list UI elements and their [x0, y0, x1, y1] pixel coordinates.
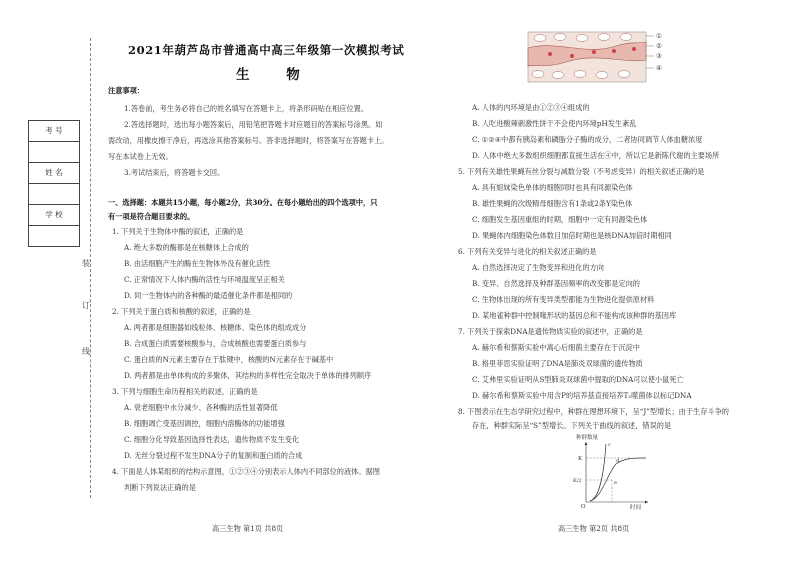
q3-stem: 3. 下列与细胞生命历程相关的叙述，正确的是	[112, 387, 258, 396]
student-info-box	[28, 120, 80, 247]
q1-option-a: A. 绝大多数的酶都是在核糖体上合成的	[124, 243, 249, 252]
note-3: 3.考试结束后，将答题卡交回。	[124, 168, 225, 177]
q6-option-b: B. 变异、自然选择及种群基因频率的改变都是定向的	[472, 279, 640, 288]
q3-option-c: C. 细胞分化导致基因选择性表达，遗传物质不发生变化	[124, 435, 300, 444]
note-2-end: 写在本试卷上无效。	[108, 152, 173, 161]
binding-char-3: 线	[82, 347, 90, 356]
q5-option-b: B. 雄性果蝇的次级精母细胞含有1条或2条Y染色体	[472, 199, 633, 208]
q6-option-c: C. 生物体出现的所有变异类型都能为生物进化提供原材料	[472, 295, 655, 304]
q4-stem-cont: 判断下列说法正确的是	[124, 483, 196, 492]
q2-stem: 2. 下列关于蛋白质和核酸的叙述，正确的是	[112, 307, 251, 316]
q4-option-b: B. 人吃进酸辣刺激性饼干不会使内环境pH发生紊乱	[472, 119, 637, 128]
q6-stem: 6. 下列有关变异与进化的相关叙述正确的是	[458, 247, 597, 256]
q5-option-d: D. 果蝇体内细胞染色体数目加倍时期也是核DNA加倍时期相同	[472, 231, 672, 240]
q8-stem-cont: 存在，种群实际呈“S”型增长。下列关于曲线的叙述，错误的是	[472, 421, 672, 430]
footer-left: 高三生物 第1页 共8页	[212, 524, 284, 533]
q2-option-b: B. 合成蛋白质需要核酸参与，合成核酸也需要蛋白质参与	[124, 339, 307, 348]
q3-option-a: A. 衰老细胞中水分减少、各种酶的活性显著降低	[124, 403, 278, 412]
figure8-point-e: e	[614, 480, 617, 486]
q3-option-b: B. 细胞凋亡受基因调控，细胞内溶酶体的功能增强	[124, 419, 285, 428]
q1-stem: 1. 下列关于生物体中酶的叙述，正确的是	[112, 227, 244, 236]
name-field[interactable]	[29, 184, 79, 205]
tissue-structure-diagram	[526, 30, 666, 84]
figure4-label-3: ③	[656, 52, 662, 60]
q1-option-d: D. 同一生物体内的各种酶的最适催化条件都是相同的	[124, 291, 293, 300]
binding-line	[90, 38, 91, 498]
figure8-ylabel: 种群数量	[576, 435, 599, 441]
q2-option-c: C. 蛋白质的N元素主要存在于肽键中，核酸的N元素存在于碱基中	[124, 355, 334, 364]
q1-option-c: C. 正常情况下人体内酶的活性与环境温度呈正相关	[124, 275, 285, 284]
note-2: 2.答选择题时，选出每小题答案后，用铅笔把答题卡对应题目的答案标号涂黑。如	[124, 120, 383, 129]
binding-char-1: 装	[82, 259, 90, 268]
section1-heading: 一、选择题：本题共15小题，每小题2分，共30分。在每小题给出的四个选项中，只	[108, 198, 378, 207]
note-2-cont: 需改动，用橡皮擦干净后，再选涂其他答案标号。答非选择题时，将答案写在答题卡上。	[108, 136, 389, 145]
figure8-point-c: c	[608, 442, 611, 448]
subject-title: 生 物	[236, 67, 316, 83]
exam-title: 2021年葫芦岛市普通高中高三年级第一次模拟考试	[128, 43, 405, 57]
q6-option-d: D. 某地雀种群中控制喙形状的基因总和不能构成该种群的基因库	[472, 311, 677, 320]
figure8-xlabel: 时间	[630, 505, 642, 510]
q4-option-c: C. ①②④中都有胰岛素和磷脂分子酶的成分，二者协同调节人体血糖浓度	[472, 135, 703, 144]
figure8-point-d: d	[616, 458, 620, 464]
q7-option-d: D. 赫尔希和蔡斯实验中用含P的培养基直接培养T₂噬菌体以标记DNA	[472, 391, 692, 400]
figure8-k-half: K/2	[573, 478, 582, 484]
figure4-label-2: ②	[656, 42, 662, 50]
figure8-k: K	[578, 456, 583, 462]
school-label: 学 校	[29, 205, 79, 226]
q5-option-c: C. 细胞发生基因重组的时期，细胞中一定有同源染色体	[472, 215, 648, 224]
population-growth-diagram	[572, 432, 652, 510]
figure8-origin: O	[581, 504, 586, 510]
q6-option-a: A. 自然选择决定了生物变异和进化的方向	[472, 263, 604, 272]
q7-option-c: C. 艾弗里实验证明从S型肺炎双球菌中提取的DNA可以使小鼠死亡	[472, 375, 684, 384]
q7-stem: 7. 下列关于探索DNA是遗传物质实验的叙述中，正确的是	[458, 327, 643, 336]
q4-stem: 4. 下面是人体某组织的结构示意图，①②③④分别表示人体内不同部位的液体。据图	[112, 467, 380, 476]
q8-stem: 8. 下图表示在生态学研究过程中，种群在理想环境下，呈“J”型增长；由于生存斗争的	[458, 407, 729, 416]
note-1: 1.答卷前，考生务必将自己的姓名填写在答题卡上，将条形码贴在相应位置。	[124, 104, 369, 113]
notes-heading: 注意事项：	[108, 86, 144, 95]
q2-option-d: D. 两者都是由单体构成的多聚体，其结构的多样性完全取决于单体的排列顺序	[124, 371, 372, 380]
footer-right: 高三生物 第2页 共8页	[558, 524, 630, 533]
exam-number-field[interactable]	[29, 142, 79, 163]
figure4-label-1: ①	[656, 32, 662, 40]
q7-option-a: A. 赫尔希和蔡斯实验中离心后细菌主要存在于沉淀中	[472, 343, 640, 352]
exam-number-label: 考 号	[29, 121, 79, 142]
q4-option-a: A. 人体的内环境是由①②③④组成的	[472, 103, 590, 112]
figure4-label-4: ④	[656, 64, 662, 72]
q2-option-a: A. 两者都是细胞器如线粒体、核糖体、染色体的组成成分	[124, 323, 307, 332]
q3-option-d: D. 无丝分裂过程不发生DNA分子的复制和蛋白质的合成	[124, 451, 303, 460]
name-label: 姓 名	[29, 163, 79, 184]
binding-char-2: 订	[82, 301, 90, 310]
q4-option-d: D. 人体中绝大多数组织细胞都直接生活在④中，所以它是新陈代谢的主要场所	[472, 151, 720, 160]
section1-heading-cont: 有一项是符合题目要求的。	[108, 212, 195, 221]
q1-option-b: B. 由活细胞产生的酶在生物体外没有催化活性	[124, 259, 271, 268]
q5-option-a: A. 具有姐妹染色单体的细胞同时也具有同源染色体	[472, 183, 633, 192]
q5-stem: 5. 下列有关雄性果蝇有丝分裂与减数分裂（不考虑变异）的相关叙述正确的是	[458, 167, 705, 176]
q7-option-b: B. 格里菲思实验证明了DNA是肺炎双球菌的遗传物质	[472, 359, 643, 368]
school-field[interactable]	[29, 226, 79, 246]
